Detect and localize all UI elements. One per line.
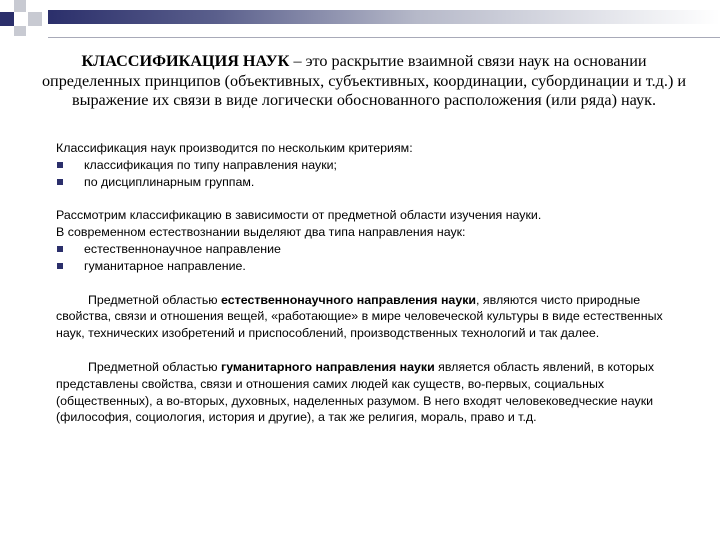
bullet-square-icon	[57, 179, 63, 185]
list-item-text: по дисциплинарным группам.	[84, 174, 255, 189]
para-text: Предметной областью	[88, 359, 222, 374]
bullet-square-icon	[57, 246, 63, 252]
list-item	[56, 174, 676, 191]
criteria-intro: Классификация наук производится по нескольким критериям:	[56, 141, 413, 155]
decor-square-3	[28, 12, 42, 26]
para-bold-term: гуманитарного направления науки	[221, 359, 435, 374]
slide-title	[40, 52, 688, 111]
header-rule	[48, 37, 720, 38]
bullet-square-icon	[57, 162, 63, 168]
para-text: , являются чисто природные свойства, связи и отношения вещей, «работающие» в мире человеческой культуры в виде естественных наук, технических изобретений и приспособлений, производственных технологий и так далее.	[56, 292, 663, 341]
two-types-intro: В современном естествознании выделяют два типа направления наук:	[56, 225, 466, 240]
decor-square-2	[0, 12, 14, 26]
slide-body	[56, 140, 676, 426]
humanities-paragraph	[56, 359, 676, 426]
list-item-text: классификация по типу направления науки;	[84, 157, 337, 172]
decor-square-1	[14, 0, 26, 12]
title-definition: – это раскрытие взаимной связи наук на основании определенных принципов (объективных, субъективных, координации, субординации и т.д.) и выражение их связи в виде логически обоснованного расположения (или ряда) наук.	[41, 52, 687, 110]
list-item	[56, 157, 676, 174]
natural-science-paragraph	[56, 292, 676, 342]
decor-square-4	[14, 26, 26, 36]
classification-intro: Рассмотрим классификацию в зависимости от предметной области изучения науки.	[56, 208, 542, 223]
list-item-text: гуманитарное направление.	[84, 258, 246, 273]
para-text: Предметной областью	[88, 292, 222, 307]
header-gradient-bar	[48, 10, 720, 24]
bullet-square-icon	[57, 263, 63, 269]
list-item	[56, 241, 676, 258]
para-text: является область явлений, в которых представлены свойства, связи и отношения самих людей как существ, во-первых, социальных (общественных), а во-вторых, духовных, наделенных разумом. В него входят человековедческие науки (философия, социология, история и другие), а так же религия, мораль, право и т.д.	[56, 359, 655, 425]
list-item	[56, 258, 676, 275]
list-item-text: естественнонаучное направление	[84, 241, 281, 256]
title-term: КЛАССИФИКАЦИЯ НАУК	[81, 52, 290, 70]
para-bold-term: естественнонаучного направления науки	[221, 292, 477, 307]
